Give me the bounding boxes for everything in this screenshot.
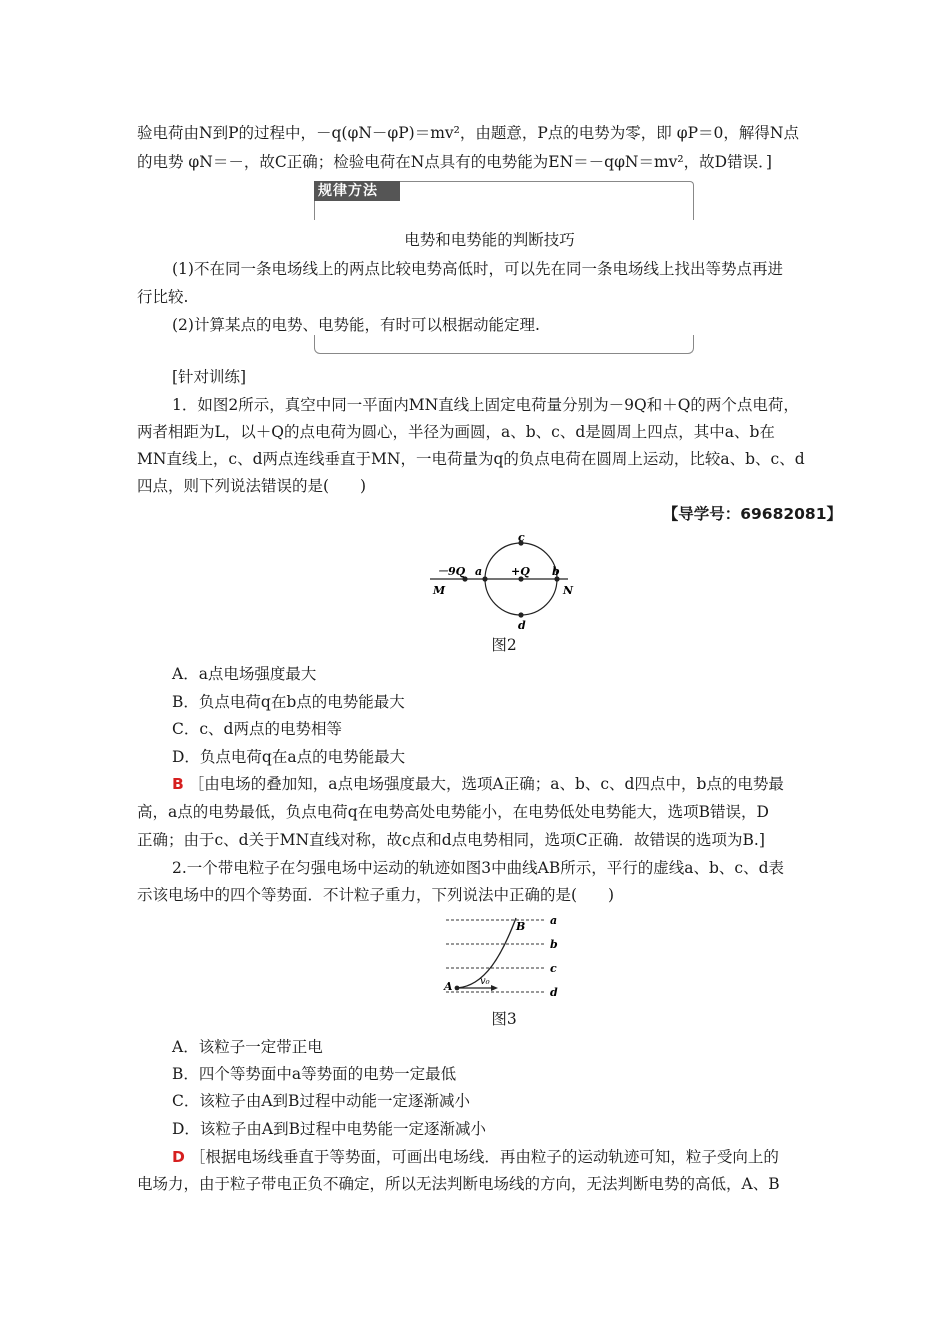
label-M: M [433,584,446,597]
method-box-tag: 规律方法 [314,181,400,201]
q2-option-d: D．该粒子由A到B过程中电势能一定逐渐减小 [172,1120,487,1138]
q1-option-b: B．负点电荷q在b点的电势能最大 [172,693,405,711]
point-a [482,576,487,581]
figure-2-caption: 图2 [491,636,517,654]
velocity-arrow-head [491,985,498,991]
q2-answer-letter: D [172,1148,185,1166]
q1-answer-letter: B [172,775,184,793]
q1-line-4: 四点，则下列说法错误的是( ) [137,477,367,495]
q1-option-c: C．c、d两点的电势相等 [172,720,342,738]
q1-answer-line-1 [172,773,877,795]
q1-answer-line-3: 正确；由于c、d关于MN直线对称，故c点和d点电势相同，选项C正确．故错误的选项为B.] [137,831,765,849]
q2-option-b: B．四个等势面中a等势面的电势一定最低 [172,1065,457,1083]
figure-2 [425,533,585,633]
method-box-p1-line2: 行比较. [137,288,189,306]
intro-line-2: 的电势 φN＝－，故C正确；检验电荷在N点具有的电势能为EN＝－qφN＝mv²，故D错误．] [137,153,772,171]
label-plane-d: d [550,986,558,999]
point-A [455,986,460,991]
label-b: b [552,565,560,578]
method-box-bottom-border [314,335,694,354]
intro-line-1: 验电荷由N到P的过程中，－q(φN－φP)＝mv²，由题意，P点的电势为零，即 φP＝0，解得N点 [137,124,799,142]
q1-option-a: A．a点电场强度最大 [172,665,317,683]
label-c: c [518,533,525,544]
label-A: A [444,980,453,993]
q2-answer-text: ［根据电场线垂直于等势面，可画出电场线．再由粒子的运动轨迹可知，粒子受向上的 [189,1148,779,1166]
q1-guide-number: 【导学号：69682081】 [662,505,842,523]
figure-3-caption: 图3 [491,1010,517,1028]
label-N: N [563,584,574,597]
training-label: [针对训练] [172,368,247,386]
method-box-title: 电势和电势能的判断技巧 [404,231,575,249]
q2-option-c: C．该粒子由A到B过程中动能一定逐渐减小 [172,1092,470,1110]
label-d: d [518,619,526,632]
label-plane-c: c [550,962,557,975]
q1-line-3: MN直线上，c、d两点连线垂直于MN，一电荷量为q的负点电荷在圆周上运动，比较a、b、c、d [137,450,805,468]
q1-line-1: 1．如图2所示，真空中同一平面内MN直线上固定电荷量分别为－9Q和＋Q的两个点电荷， [172,396,799,414]
q1-line-2: 两者相距为L，以＋Q的点电荷为圆心，半径为画圆，a、b、c、d是圆周上四点，其中a、b在 [137,423,775,441]
point-d [518,612,523,617]
label-plane-b: b [550,938,558,951]
q2-line-1: 2.一个带电粒子在匀强电场中运动的轨迹如图3中曲线AB所示，平行的虚线a、b、c、d表 [172,859,785,877]
q2-answer-line-1 [172,1146,877,1168]
q2-option-a: A．该粒子一定带正电 [172,1038,323,1056]
q2-line-2: 示该电场中的四个等势面．不计粒子重力，下列说法中正确的是( ) [137,886,615,904]
label-v0: v₀ [480,976,490,987]
label-plane-a: a [550,914,558,927]
label-minus-9q: －9Q [437,565,466,578]
q1-answer-text: ［由电场的叠加知，a点电场强度最大，选项A正确；a、b、c、d四点中，b点的电势最 [188,775,784,793]
q1-option-d: D．负点电荷q在a点的电势能最大 [172,748,406,766]
method-box-p2: (2)计算某点的电势、电势能，有时可以根据动能定理. [172,316,540,334]
figure-3 [440,910,570,1002]
label-plus-q: +Q [511,565,530,578]
label-B: B [516,920,526,933]
label-a: a [475,565,483,578]
method-box-p1-line1: (1)不在同一条电场线上的两点比较电势高低时，可以先在同一条电场线上找出等势点再进 [172,260,783,278]
q1-answer-line-2: 高，a点的电势最低，负点电荷q在电势高处电势能小，在电势低处电势能大，选项B错误，D [137,803,769,821]
q2-answer-line-2: 电场力，由于粒子带电正负不确定，所以无法判断电场线的方向，无法判断电势的高低，A、B [137,1175,780,1193]
